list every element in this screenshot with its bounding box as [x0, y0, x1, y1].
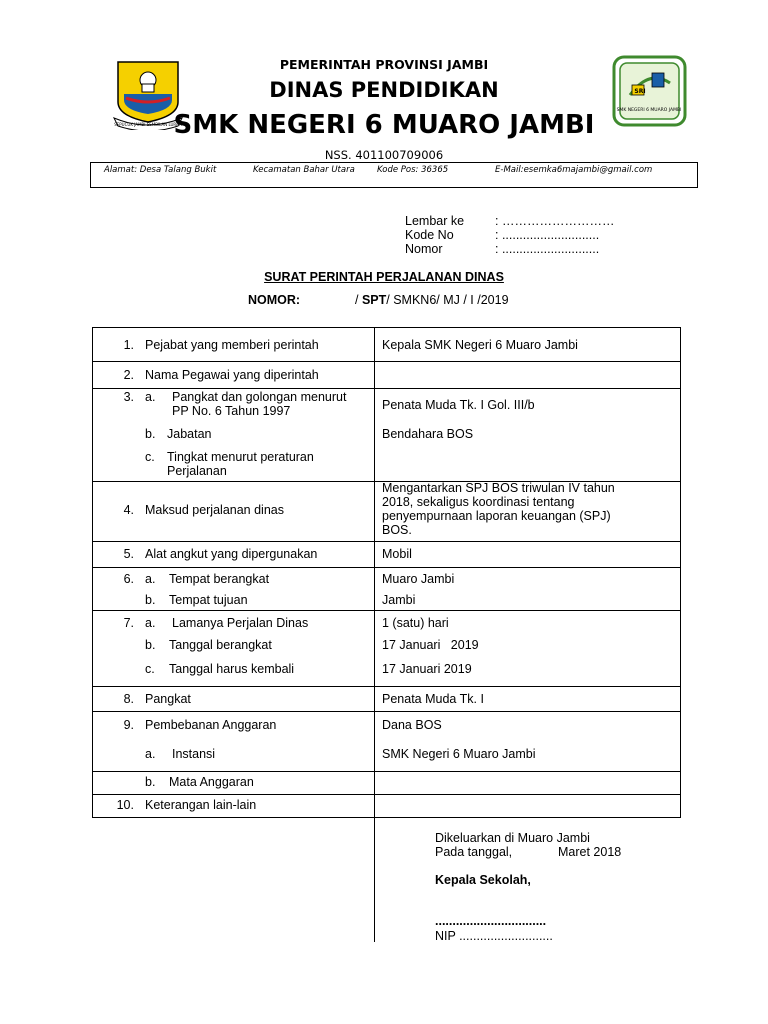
row3c-label1: Tingkat menurut peraturan: [167, 450, 314, 464]
signatory-position: Kepala Sekolah,: [435, 873, 531, 887]
row10-num: 10.: [116, 798, 134, 812]
row8-value: Penata Muda Tk. I: [382, 692, 484, 706]
row6-num: 6.: [123, 572, 134, 586]
row10-label: Keterangan lain-lain: [145, 798, 257, 812]
nomor-meta-value: : ............................: [495, 242, 600, 256]
row4-value3: penyempurnaan laporan keuangan (SPJ): [382, 509, 611, 523]
row3a-label1: Pangkat dan golongan menurut: [172, 390, 347, 404]
row9-value: Dana BOS: [382, 718, 442, 732]
row2-label: Nama Pegawai yang diperintah: [145, 368, 319, 382]
address-text: Alamat: Desa Talang Bukit: [104, 165, 217, 175]
kode-value: : ............................: [495, 228, 600, 242]
row9-label: Pembebanan Anggaran: [145, 718, 277, 732]
row7a-label: Lamanya Perjalan Dinas: [172, 616, 309, 630]
row4-label: Maksud perjalanan dinas: [145, 503, 284, 517]
header-department: DINAS PENDIDIKAN: [269, 78, 499, 102]
row7a-letter: a.: [145, 616, 156, 630]
row5-num: 5.: [123, 547, 134, 561]
issued-date-value: Maret 2018: [558, 845, 622, 859]
row3b-label: Jabatan: [167, 427, 212, 441]
row9a-value: SMK Negeri 6 Muaro Jambi: [382, 747, 536, 761]
row9b-letter: b.: [145, 775, 156, 789]
row7a-value: 1 (satu) hari: [382, 616, 449, 630]
nomor-meta-label: Nomor: [405, 242, 443, 256]
header-school-name: SMK NEGERI 6 MUARO JAMBI: [173, 110, 595, 140]
nomor-post: / SMKN6/ MJ / I /2019: [386, 293, 509, 307]
row6a-letter: a.: [145, 572, 156, 586]
address-email: E-Mail:esemka6majambi@gmail.com: [495, 165, 653, 175]
row1-label: Pejabat yang memberi perintah: [145, 338, 319, 352]
row6b-value: Jambi: [382, 593, 416, 607]
address-kodepos: Kode Pos: 36365: [377, 165, 449, 175]
school-logo-mark: SRI: [634, 88, 646, 95]
issued-date-label: Pada tanggal,: [435, 845, 513, 859]
row7c-value: 17 Januari 2019: [382, 662, 472, 676]
row4-num: 4.: [123, 503, 134, 517]
document-title: SURAT PERINTAH PERJALANAN DINAS: [264, 270, 504, 284]
row7c-letter: c.: [145, 662, 155, 676]
row5-label: Alat angkut yang dipergunakan: [145, 547, 318, 561]
lembar-value: : ………………………: [495, 214, 615, 228]
row4-value2: 2018, sekaligus koordinasi tentang: [382, 495, 575, 509]
nomor-label: NOMOR:: [248, 293, 301, 307]
province-logo-text: SEPUCUK JAMBI SEMBILAN LURAH: [114, 122, 182, 127]
row9a-label: Instansi: [172, 747, 216, 761]
row9b-label: Mata Anggaran: [169, 775, 254, 789]
row3a-value: Penata Muda Tk. I Gol. III/b: [382, 398, 535, 412]
row7b-value: 17 Januari 2019: [382, 638, 479, 652]
row4-value4: BOS.: [382, 523, 412, 537]
row6b-letter: b.: [145, 593, 156, 607]
row6a-value: Muaro Jambi: [382, 572, 455, 586]
header-government: PEMERINTAH PROVINSI JAMBI: [279, 57, 489, 72]
signature-line: ................................: [435, 914, 547, 928]
row9-num: 9.: [123, 718, 134, 732]
row7b-label: Tanggal berangkat: [169, 638, 272, 652]
nomor-pre: /: [355, 293, 362, 307]
row5-value: Mobil: [382, 547, 412, 561]
row3b-value: Bendahara BOS: [382, 427, 474, 441]
row3-num: 3.: [123, 390, 134, 404]
row3b-letter: b.: [145, 427, 156, 441]
row6b-label: Tempat tujuan: [169, 593, 248, 607]
header-nss: NSS. 401100709006: [324, 148, 444, 162]
kode-label: Kode No: [405, 228, 454, 242]
row1-value: Kepala SMK Negeri 6 Muaro Jambi: [382, 338, 578, 352]
address-kecamatan: Kecamatan Bahar Utara: [253, 165, 355, 175]
row7b-letter: b.: [145, 638, 156, 652]
nomor-number: [355, 293, 509, 307]
signatory-nip: NIP ...........................: [435, 929, 553, 943]
row1-num: 1.: [123, 338, 134, 352]
nomor-spt: SPT: [361, 293, 387, 307]
row4-value1: Mengantarkan SPJ BOS triwulan IV tahun: [382, 481, 615, 495]
row3a-letter: a.: [145, 390, 156, 404]
row9a-letter: a.: [145, 747, 156, 761]
row3c-label2: Perjalanan: [167, 464, 227, 478]
row3c-letter: c.: [145, 450, 155, 464]
row3a-label2: PP No. 6 Tahun 1997: [172, 404, 291, 418]
row8-label: Pangkat: [145, 692, 191, 706]
school-logo-text: SMK NEGERI 6 MUARO JAMBI: [616, 108, 682, 113]
row8-num: 8.: [123, 692, 134, 706]
row7c-label: Tanggal harus kembali: [169, 662, 295, 676]
issued-place: Dikeluarkan di Muaro Jambi: [435, 831, 590, 845]
row6a-label: Tempat berangkat: [169, 572, 270, 586]
row2-num: 2.: [123, 368, 134, 382]
lembar-label: Lembar ke: [405, 214, 465, 228]
row7-num: 7.: [123, 616, 134, 630]
